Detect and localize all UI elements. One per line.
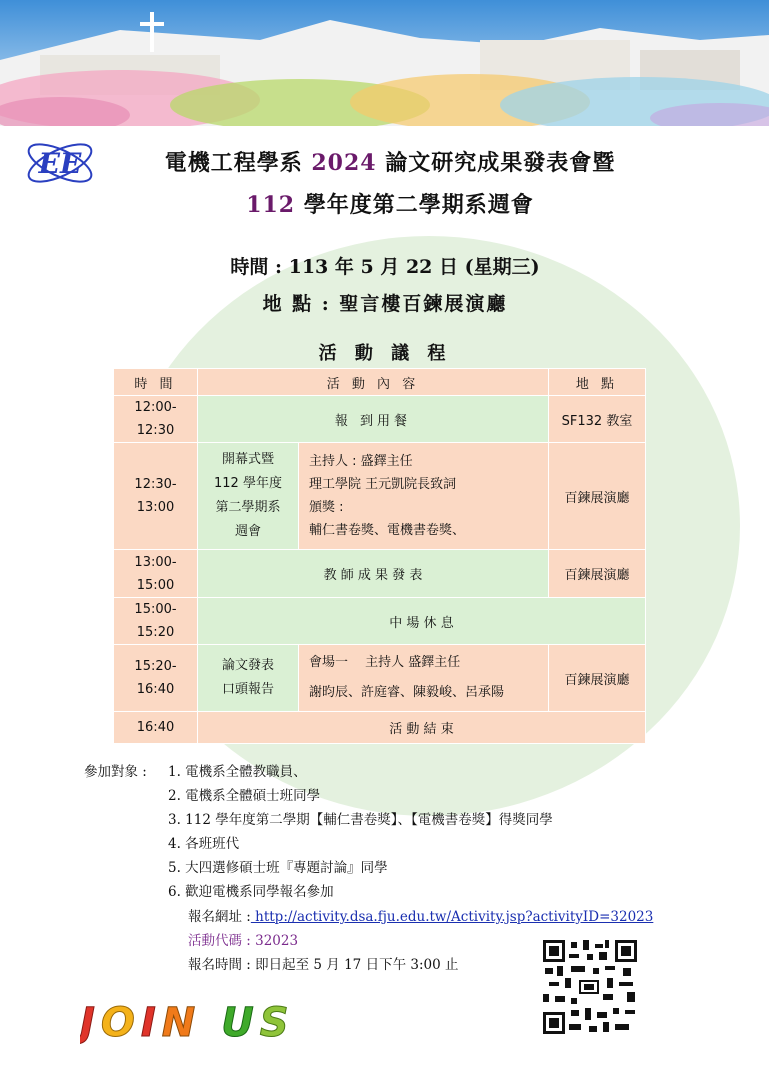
table-row bbox=[114, 443, 646, 550]
row-place: 百鍊展演廳 bbox=[549, 550, 646, 598]
participant-line: 6. 歡迎電機系同學報名參加 bbox=[168, 884, 334, 900]
time-end: 15:00 bbox=[136, 577, 175, 593]
description-line: 理工學院 王元凱院長致詞 bbox=[309, 477, 457, 492]
activity-code: 活動代碼 : 32023 bbox=[188, 933, 299, 949]
time-start: 15:20- bbox=[134, 659, 177, 674]
description-line: 會場一 主持人 盛鐸主任 bbox=[309, 655, 461, 670]
agenda-title: 活 動 議 程 bbox=[318, 343, 452, 364]
row-time bbox=[114, 443, 198, 550]
session-line: 口頭報告 bbox=[221, 682, 274, 697]
time-end: 12:30 bbox=[136, 423, 175, 438]
participant-line: 3. 112 學年度第二學期【輔仁書卷獎】、【電機書卷獎】得獎同學 bbox=[168, 812, 553, 828]
time-end: 13:00 bbox=[136, 500, 175, 515]
table-row bbox=[114, 712, 646, 744]
title-suffix: 論文研究成果發表會暨 bbox=[385, 150, 616, 176]
title-year: 2024 bbox=[311, 150, 377, 176]
row-time bbox=[114, 396, 198, 443]
ee-logo bbox=[20, 133, 100, 193]
event-time: 時間 : 113 年 5 月 22 日 (星期三) bbox=[230, 256, 540, 278]
session-line: 第二學期系 bbox=[215, 500, 281, 515]
row-session bbox=[198, 645, 299, 712]
row-place: 百鍊展演廳 bbox=[549, 645, 646, 712]
row-place: 百鍊展演廳 bbox=[549, 443, 646, 550]
page-title-line2 bbox=[110, 188, 670, 219]
time-start: 15:00- bbox=[134, 602, 177, 617]
time-start: 13:00- bbox=[134, 554, 177, 570]
agenda-header-row bbox=[114, 369, 646, 396]
title-semester-year: 112 bbox=[246, 192, 296, 218]
description-line: 頒獎 : bbox=[309, 500, 344, 515]
content-text: 中 場 休 息 bbox=[389, 615, 454, 631]
session-line: 開幕式暨 bbox=[221, 452, 274, 467]
session-line: 112 學年度 bbox=[214, 476, 282, 491]
content-text: 活 動 結 束 bbox=[389, 722, 454, 737]
description-line: 主持人 : 盛鐸主任 bbox=[309, 454, 413, 469]
title-semester-text: 學年度第二學期系週會 bbox=[303, 192, 534, 218]
description-line: 謝昀辰、許庭睿、陳毅峻、呂承陽 bbox=[309, 685, 505, 700]
registration-link[interactable]: http://activity.dsa.fju.edu.tw/Activity.jsp?activityID=32023 bbox=[250, 909, 654, 925]
content-text: 教 師 成 果 發 表 bbox=[323, 568, 423, 583]
row-content bbox=[198, 550, 549, 598]
join-us-text: JOIN US bbox=[80, 1000, 295, 1046]
content-text: 報 到用餐 bbox=[334, 413, 412, 429]
participant-line: 4. 各班班代 bbox=[168, 836, 240, 852]
row-time bbox=[114, 550, 198, 598]
table-row bbox=[114, 396, 646, 443]
header-content: 活 動 內 容 bbox=[198, 369, 549, 396]
time-start: 12:30- bbox=[134, 477, 177, 492]
row-description bbox=[299, 645, 549, 712]
header-time: 時 間 bbox=[114, 369, 198, 396]
time-end: 15:20 bbox=[136, 625, 175, 640]
page-title-line1 bbox=[110, 146, 670, 177]
registration-url-line bbox=[188, 905, 653, 925]
join-us-graphic bbox=[80, 998, 350, 1048]
table-row bbox=[114, 645, 646, 712]
qr-code[interactable] bbox=[541, 938, 639, 1036]
participant-line: 2. 電機系全體碩士班同學 bbox=[168, 788, 321, 804]
session-line: 論文發表 bbox=[221, 658, 274, 673]
participant-line: 5. 大四選修碩士班『專題討論』同學 bbox=[168, 860, 388, 876]
row-content bbox=[198, 712, 646, 744]
header-place: 地 點 bbox=[549, 369, 646, 396]
participants-label: 參加對象 : bbox=[84, 764, 147, 780]
time-start: 16:40 bbox=[136, 720, 175, 735]
registration-period: 報名時間 : 即日起至 5 月 17 日下午 3:00 止 bbox=[188, 957, 459, 973]
row-place: SF132 教室 bbox=[549, 396, 646, 443]
logo-text: EE bbox=[38, 147, 82, 180]
participants-section bbox=[84, 760, 553, 904]
agenda-table bbox=[113, 368, 646, 744]
time-start: 12:00- bbox=[134, 400, 177, 415]
row-description bbox=[299, 443, 549, 550]
row-time bbox=[114, 712, 198, 744]
row-time bbox=[114, 645, 198, 712]
row-content bbox=[198, 396, 549, 443]
table-row bbox=[114, 550, 646, 598]
description-line: 輔仁書卷獎、電機書卷獎、 bbox=[309, 523, 466, 538]
event-place: 地 點 : 聖言樓百鍊展演廳 bbox=[262, 293, 508, 315]
time-end: 16:40 bbox=[136, 682, 175, 697]
table-row bbox=[114, 598, 646, 645]
title-prefix: 電機工程學系 bbox=[164, 150, 303, 176]
registration-url-label: 報名網址 : bbox=[188, 909, 251, 925]
row-content bbox=[198, 598, 646, 645]
row-session bbox=[198, 443, 299, 550]
header-banner bbox=[0, 0, 769, 126]
row-time bbox=[114, 598, 198, 645]
session-line: 週會 bbox=[234, 524, 261, 539]
participant-line: 1. 電機系全體教職員、 bbox=[168, 764, 307, 780]
participants-item bbox=[84, 760, 553, 784]
